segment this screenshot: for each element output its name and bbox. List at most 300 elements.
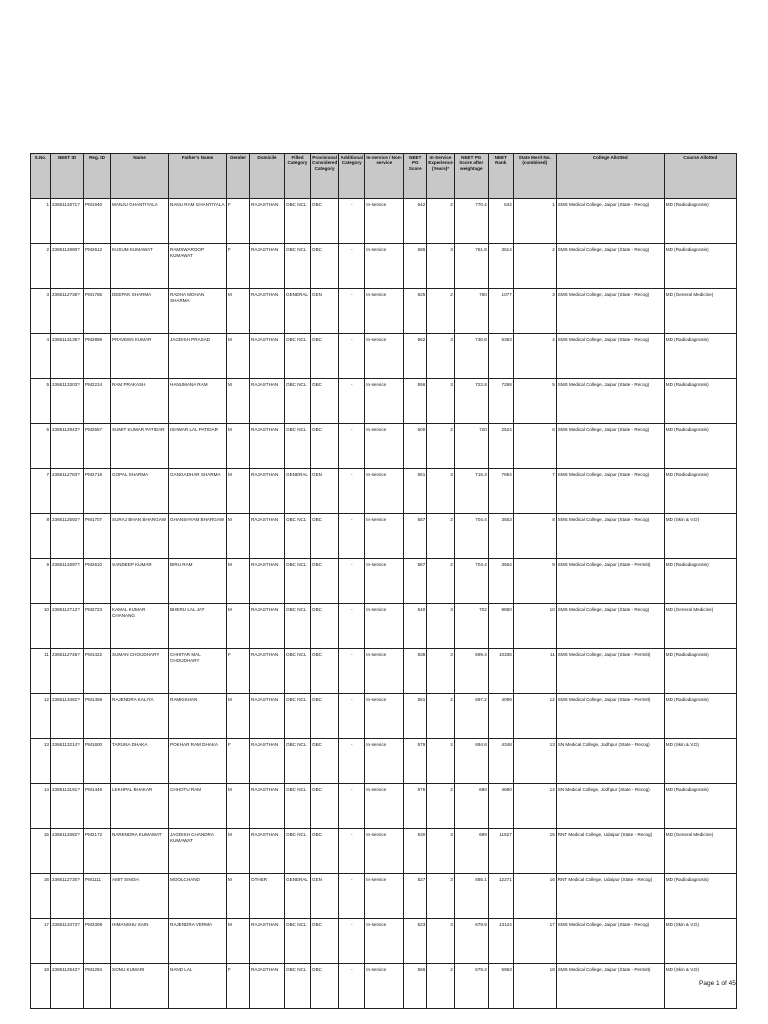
- cell-gender: F: [227, 964, 250, 1009]
- cell-neet-pg-score: 562: [404, 334, 427, 379]
- cell-filled-category: OBC NCL: [285, 334, 311, 379]
- cell-college-allotted: SMS Medical College, Jaipur (State - Recog): [556, 424, 664, 469]
- table-row: [31, 244, 737, 289]
- cell-course-allotted: MD (Radiodiagnosis): [664, 334, 736, 379]
- cell-college-allotted: SMS Medical College, Jaipur (State - Permitt): [556, 964, 664, 1009]
- header-neet-pg-score: NEET PG Score: [404, 154, 427, 199]
- cell-course-allotted: MD (Radiodiagnosis): [664, 469, 736, 514]
- cell-service: In-service: [365, 829, 404, 874]
- cell-neet-rank: 2524: [488, 424, 513, 469]
- cell-reg-id: PM2610: [84, 559, 111, 604]
- cell-domicile: RAJASTHAN: [250, 199, 285, 244]
- cell-filled-category: OBC NCL: [285, 919, 311, 964]
- cell-college-allotted: SMS Medical College, Jaipur (State - Permitt): [556, 694, 664, 739]
- cell-provisional-category: GEN: [311, 289, 339, 334]
- cell-gender: M: [227, 694, 250, 739]
- cell-college-allotted: SMS Medical College, Jaipur (State - Recog): [556, 199, 664, 244]
- table-row: [31, 919, 737, 964]
- cell-domicile: RAJASTHAN: [250, 289, 285, 334]
- cell-course-allotted: MD (Radiodiagnosis): [664, 559, 736, 604]
- cell-additional-category: -: [339, 919, 365, 964]
- cell-neet-rank: 5963: [488, 964, 513, 1009]
- cell-filled-category: OBC NCL: [285, 424, 311, 469]
- cell-neet-pg-score: 600: [404, 424, 427, 469]
- cell-gender: M: [227, 514, 250, 559]
- cell-father-name: GHANSHYAM BHARGAW: [169, 514, 227, 559]
- cell-sno: 15: [31, 829, 51, 874]
- cell-sno: 3: [31, 289, 51, 334]
- cell-reg-id: PM2172: [84, 829, 111, 874]
- cell-provisional-category: GEN: [311, 874, 339, 919]
- cell-domicile: RAJASTHAN: [250, 739, 285, 784]
- cell-neet-pg-score: 551: [404, 469, 427, 514]
- header-state-merit: State Merit No. (combined): [513, 154, 556, 199]
- cell-state-merit: 6: [513, 424, 556, 469]
- cell-service: In-service: [365, 919, 404, 964]
- table-row: [31, 469, 737, 514]
- cell-neet-id: 2366112542?: [51, 964, 84, 1009]
- cell-name: LEKHPAL BHAKAR: [111, 784, 169, 829]
- cell-father-name: NAND LAL: [169, 964, 227, 1009]
- cell-filled-category: GENERAL: [285, 289, 311, 334]
- cell-weighted-score: 716.3: [454, 469, 488, 514]
- cell-provisional-category: OBC: [311, 829, 339, 874]
- cell-reg-id: PM2557: [84, 424, 111, 469]
- cell-neet-pg-score: 625: [404, 289, 427, 334]
- cell-neet-rank: 4099: [488, 694, 513, 739]
- cell-service: In-service: [365, 469, 404, 514]
- cell-state-merit: 9: [513, 559, 556, 604]
- cell-college-allotted: SMS Medical College, Jaipur (State - Recog): [556, 334, 664, 379]
- cell-filled-category: OBC NCL: [285, 559, 311, 604]
- cell-course-allotted: MD (General Medicine): [664, 829, 736, 874]
- cell-neet-rank: 7256: [488, 379, 513, 424]
- cell-service: In-service: [365, 424, 404, 469]
- cell-name: SURAJ BHAN BHARGAW: [111, 514, 169, 559]
- cell-provisional-category: OBC: [311, 604, 339, 649]
- cell-additional-category: -: [339, 289, 365, 334]
- table-row: [31, 514, 737, 559]
- cell-neet-pg-score: 538: [404, 649, 427, 694]
- cell-state-merit: 7: [513, 469, 556, 514]
- cell-name: RAM PRAKASH: [111, 379, 169, 424]
- cell-additional-category: -: [339, 739, 365, 784]
- cell-neet-rank: 4680: [488, 784, 513, 829]
- cell-weighted-score: 694.8: [454, 739, 488, 784]
- cell-sno: 18: [31, 964, 51, 1009]
- cell-neet-id: 2366112783?: [51, 469, 84, 514]
- cell-service: In-service: [365, 964, 404, 1009]
- cell-reg-id: PM1449: [84, 784, 111, 829]
- cell-provisional-category: GEN: [311, 469, 339, 514]
- header-name: Name: [111, 154, 169, 199]
- header-father-name: Father's Name: [169, 154, 227, 199]
- cell-experience: 2: [427, 784, 455, 829]
- cell-father-name: RAJENDRA VERMA: [169, 919, 227, 964]
- cell-provisional-category: OBC: [311, 379, 339, 424]
- cell-sno: 8: [31, 514, 51, 559]
- cell-additional-category: -: [339, 964, 365, 1009]
- cell-service: In-service: [365, 604, 404, 649]
- header-weighted-score: NEET PG Score after weightage: [454, 154, 488, 199]
- cell-name: KUSUM KUMAWAT: [111, 244, 169, 289]
- cell-provisional-category: OBC: [311, 739, 339, 784]
- cell-additional-category: -: [339, 199, 365, 244]
- cell-domicile: RAJASTHAN: [250, 379, 285, 424]
- cell-gender: F: [227, 244, 250, 289]
- cell-father-name: CHHOTU RAM: [169, 784, 227, 829]
- table-row: [31, 694, 737, 739]
- cell-name: GOPAL SHARMA: [111, 469, 169, 514]
- cell-experience: 2: [427, 694, 455, 739]
- cell-father-name: RADHA MOHAN SHARMA: [169, 289, 227, 334]
- cell-sno: 16: [31, 874, 51, 919]
- header-sno: S.No.: [31, 154, 51, 199]
- cell-name: PRAVEEN KUMAR: [111, 334, 169, 379]
- cell-provisional-category: OBC: [311, 424, 339, 469]
- cell-provisional-category: OBC: [311, 244, 339, 289]
- cell-experience: 3: [427, 469, 455, 514]
- cell-sno: 9: [31, 559, 51, 604]
- cell-service: In-service: [365, 739, 404, 784]
- cell-filled-category: OBC NCL: [285, 784, 311, 829]
- cell-provisional-category: OBC: [311, 334, 339, 379]
- header-experience: In-Service Experience (Years)*: [427, 154, 455, 199]
- cell-reg-id: PM2899: [84, 334, 111, 379]
- header-reg-id: Reg. ID: [84, 154, 111, 199]
- cell-name: SONU KUMARI: [111, 964, 169, 1009]
- cell-experience: 3: [427, 334, 455, 379]
- cell-service: In-service: [365, 874, 404, 919]
- cell-father-name: HANUMANA RAM: [169, 379, 227, 424]
- cell-neet-rank: 542: [488, 199, 513, 244]
- cell-state-merit: 13: [513, 739, 556, 784]
- cell-domicile: RAJASTHAN: [250, 514, 285, 559]
- cell-name: AMIT SINGH: [111, 874, 169, 919]
- cell-provisional-category: OBC: [311, 784, 339, 829]
- cell-neet-rank: 3614: [488, 244, 513, 289]
- cell-weighted-score: 690: [454, 784, 488, 829]
- cell-gender: F: [227, 199, 250, 244]
- cell-weighted-score: 689: [454, 829, 488, 874]
- cell-neet-id: 2366113136?: [51, 334, 84, 379]
- cell-father-name: ISHWAR LAL PATIDAR: [169, 424, 227, 469]
- cell-college-allotted: SN Medical College, Jodhpur (State - Recog): [556, 784, 664, 829]
- cell-experience: 2: [427, 559, 455, 604]
- cell-service: In-service: [365, 784, 404, 829]
- cell-weighted-score: 702: [454, 604, 488, 649]
- table-row: [31, 829, 737, 874]
- cell-experience: 3: [427, 244, 455, 289]
- table-body: [31, 199, 737, 1009]
- cell-weighted-score: 704.4: [454, 559, 488, 604]
- cell-college-allotted: SMS Medical College, Jaipur (State - Recog): [556, 379, 664, 424]
- cell-course-allotted: MD (General Medicine): [664, 289, 736, 334]
- cell-domicile: RAJASTHAN: [250, 559, 285, 604]
- cell-neet-rank: 12271: [488, 874, 513, 919]
- cell-state-merit: 5: [513, 379, 556, 424]
- cell-neet-pg-score: 587: [404, 514, 427, 559]
- cell-neet-id: 2366112671?: [51, 199, 84, 244]
- cell-neet-rank: 1077: [488, 289, 513, 334]
- cell-course-allotted: MD (Skin & V.D): [664, 964, 736, 1009]
- cell-service: In-service: [365, 199, 404, 244]
- cell-provisional-category: OBC: [311, 514, 339, 559]
- cell-gender: M: [227, 874, 250, 919]
- table-header: [31, 154, 737, 199]
- cell-filled-category: OBC NCL: [285, 244, 311, 289]
- cell-state-merit: 8: [513, 514, 556, 559]
- table-row: [31, 379, 737, 424]
- cell-neet-id: 2366112682?: [51, 829, 84, 874]
- table-row: [31, 784, 737, 829]
- cell-domicile: OTHER: [250, 874, 285, 919]
- cell-sno: 10: [31, 604, 51, 649]
- cell-experience: 2: [427, 739, 455, 784]
- cell-experience: 3: [427, 919, 455, 964]
- cell-neet-id: 2366113462?: [51, 694, 84, 739]
- cell-name: SANDEEP KUMAR: [111, 559, 169, 604]
- cell-neet-pg-score: 642: [404, 199, 427, 244]
- cell-neet-id: 2366113303?: [51, 379, 84, 424]
- header-neet-id: NEET ID: [51, 154, 84, 199]
- merit-list-table: [30, 153, 737, 1009]
- cell-neet-rank: 3564: [488, 559, 513, 604]
- cell-neet-id: 2366113191?: [51, 784, 84, 829]
- header-provisional-category: Provisional Considered Category: [311, 154, 339, 199]
- cell-reg-id: PM2214: [84, 379, 111, 424]
- cell-reg-id: PM2612: [84, 244, 111, 289]
- cell-college-allotted: SMS Medical College, Jaipur (State - Recog): [556, 244, 664, 289]
- cell-state-merit: 17: [513, 919, 556, 964]
- cell-sno: 6: [31, 424, 51, 469]
- cell-reg-id: PM1600: [84, 739, 111, 784]
- cell-provisional-category: OBC: [311, 649, 339, 694]
- cell-filled-category: OBC NCL: [285, 694, 311, 739]
- cell-additional-category: -: [339, 829, 365, 874]
- cell-domicile: RAJASTHAN: [250, 469, 285, 514]
- cell-state-merit: 15: [513, 829, 556, 874]
- cell-neet-pg-score: 556: [404, 379, 427, 424]
- page-number: Page 1 of 45: [699, 980, 736, 987]
- cell-name: TARUNA DHAKA: [111, 739, 169, 784]
- cell-course-allotted: MD (Skin & V.D): [664, 919, 736, 964]
- cell-neet-pg-score: 540: [404, 604, 427, 649]
- cell-additional-category: -: [339, 244, 365, 289]
- cell-reg-id: PM1111: [84, 874, 111, 919]
- cell-sno: 12: [31, 694, 51, 739]
- cell-experience: 3: [427, 874, 455, 919]
- cell-experience: 2: [427, 289, 455, 334]
- cell-filled-category: GENERAL: [285, 874, 311, 919]
- cell-neet-pg-score: 566: [404, 964, 427, 1009]
- table-row: [31, 649, 737, 694]
- table-row: [31, 199, 737, 244]
- cell-weighted-score: 699.4: [454, 649, 488, 694]
- cell-service: In-service: [365, 334, 404, 379]
- cell-provisional-category: OBC: [311, 199, 339, 244]
- cell-provisional-category: OBC: [311, 919, 339, 964]
- cell-weighted-score: 679.2: [454, 964, 488, 1009]
- cell-filled-category: OBC NCL: [285, 649, 311, 694]
- table-row: [31, 559, 737, 604]
- cell-neet-id: 2366112943?: [51, 424, 84, 469]
- cell-state-merit: 14: [513, 784, 556, 829]
- cell-name: MANJU GHANTIYALA: [111, 199, 169, 244]
- cell-filled-category: GENERAL: [285, 469, 311, 514]
- cell-additional-category: -: [339, 784, 365, 829]
- cell-sno: 1: [31, 199, 51, 244]
- cell-additional-category: -: [339, 514, 365, 559]
- cell-gender: M: [227, 559, 250, 604]
- cell-neet-id: 2366112730?: [51, 874, 84, 919]
- cell-sno: 11: [31, 649, 51, 694]
- cell-father-name: CHHITAR MAL CHOUDHARY: [169, 649, 227, 694]
- cell-course-allotted: MD (Skin & V.D): [664, 514, 736, 559]
- cell-reg-id: PM1422: [84, 649, 111, 694]
- cell-course-allotted: MD (Radiodiagnosis): [664, 649, 736, 694]
- cell-service: In-service: [365, 289, 404, 334]
- cell-state-merit: 4: [513, 334, 556, 379]
- cell-gender: F: [227, 739, 250, 784]
- cell-gender: M: [227, 469, 250, 514]
- cell-father-name: BHERU LAL JAT: [169, 604, 227, 649]
- cell-college-allotted: SMS Medical College, Jaipur (State - Recog): [556, 289, 664, 334]
- header-college-allotted: College Allotted: [556, 154, 664, 199]
- cell-additional-category: -: [339, 604, 365, 649]
- cell-father-name: JAGDISH CHANDRA KUMAWAT: [169, 829, 227, 874]
- cell-neet-pg-score: 586: [404, 244, 427, 289]
- cell-college-allotted: SMS Medical College, Jaipur (State - Permitt): [556, 649, 664, 694]
- cell-course-allotted: MD (Radiodiagnosis): [664, 199, 736, 244]
- cell-sno: 2: [31, 244, 51, 289]
- table-row: [31, 424, 737, 469]
- cell-domicile: RAJASTHAN: [250, 649, 285, 694]
- cell-course-allotted: MD (Skin & V.D): [664, 739, 736, 784]
- table-row: [31, 334, 737, 379]
- cell-sno: 7: [31, 469, 51, 514]
- header-service: In-service / Non-service: [365, 154, 404, 199]
- cell-college-allotted: SMS Medical College, Jaipur (State - Recog): [556, 469, 664, 514]
- cell-college-allotted: RNT Medical College, Udaipur (State - Recog): [556, 829, 664, 874]
- cell-neet-rank: 6393: [488, 334, 513, 379]
- cell-experience: 3: [427, 649, 455, 694]
- cell-additional-category: -: [339, 469, 365, 514]
- table-row: [31, 604, 737, 649]
- cell-experience: 3: [427, 604, 455, 649]
- cell-course-allotted: MD (Radiodiagnosis): [664, 379, 736, 424]
- cell-neet-pg-score: 527: [404, 874, 427, 919]
- cell-filled-category: OBC NCL: [285, 514, 311, 559]
- cell-course-allotted: MD (Radiodiagnosis): [664, 244, 736, 289]
- cell-state-merit: 16: [513, 874, 556, 919]
- cell-course-allotted: MD (Radiodiagnosis): [664, 424, 736, 469]
- cell-neet-id: 2366112712?: [51, 604, 84, 649]
- cell-neet-id: 2366112738?: [51, 289, 84, 334]
- cell-reg-id: PM1294: [84, 964, 111, 1009]
- cell-sno: 5: [31, 379, 51, 424]
- cell-weighted-score: 720: [454, 424, 488, 469]
- cell-domicile: RAJASTHAN: [250, 784, 285, 829]
- cell-neet-rank: 4348: [488, 739, 513, 784]
- cell-name: NARENDRA KUMAWAT: [111, 829, 169, 874]
- table-row: [31, 874, 737, 919]
- cell-domicile: RAJASTHAN: [250, 424, 285, 469]
- cell-weighted-score: 750: [454, 289, 488, 334]
- cell-sno: 13: [31, 739, 51, 784]
- table-row: [31, 964, 737, 1009]
- cell-state-merit: 3: [513, 289, 556, 334]
- cell-reg-id: PM2723: [84, 604, 111, 649]
- cell-state-merit: 12: [513, 694, 556, 739]
- cell-state-merit: 11: [513, 649, 556, 694]
- cell-name: SUMAN CHOUDHARY: [111, 649, 169, 694]
- cell-service: In-service: [365, 649, 404, 694]
- header-course-allotted: Course Allotted: [664, 154, 736, 199]
- cell-neet-pg-score: 575: [404, 784, 427, 829]
- cell-father-name: RAMKISHAN: [169, 694, 227, 739]
- cell-domicile: RAJASTHAN: [250, 829, 285, 874]
- cell-domicile: RAJASTHAN: [250, 334, 285, 379]
- cell-state-merit: 18: [513, 964, 556, 1009]
- cell-neet-rank: 9850: [488, 604, 513, 649]
- cell-filled-category: OBC NCL: [285, 829, 311, 874]
- cell-course-allotted: MD (Radiodiagnosis): [664, 694, 736, 739]
- cell-gender: M: [227, 784, 250, 829]
- cell-neet-id: 2366113214?: [51, 739, 84, 784]
- cell-filled-category: OBC NCL: [285, 199, 311, 244]
- cell-neet-id: 2366112746?: [51, 649, 84, 694]
- cell-gender: M: [227, 424, 250, 469]
- cell-neet-pg-score: 579: [404, 739, 427, 784]
- cell-father-name: GANGADHAR SHARMA: [169, 469, 227, 514]
- cell-filled-category: OBC NCL: [285, 604, 311, 649]
- cell-experience: 2: [427, 424, 455, 469]
- cell-name: RAJENDRA KALIYA: [111, 694, 169, 739]
- cell-course-allotted: MD (Radiodiagnosis): [664, 784, 736, 829]
- cell-neet-pg-score: 581: [404, 694, 427, 739]
- cell-provisional-category: OBC: [311, 694, 339, 739]
- cell-neet-pg-score: 523: [404, 919, 427, 964]
- cell-neet-pg-score: 530: [404, 829, 427, 874]
- cell-neet-id: 2366113473?: [51, 919, 84, 964]
- cell-additional-category: -: [339, 424, 365, 469]
- header-additional-category: Additional Category: [339, 154, 365, 199]
- cell-filled-category: OBC NCL: [285, 964, 311, 1009]
- cell-neet-rank: 13124: [488, 919, 513, 964]
- cell-sno: 4: [31, 334, 51, 379]
- cell-college-allotted: SMS Medical College, Jaipur (State - Permitt): [556, 559, 664, 604]
- cell-weighted-score: 730.6: [454, 334, 488, 379]
- cell-filled-category: OBC NCL: [285, 379, 311, 424]
- cell-father-name: JAGDISH PRASAD: [169, 334, 227, 379]
- cell-weighted-score: 722.8: [454, 379, 488, 424]
- cell-additional-category: -: [339, 379, 365, 424]
- header-filled-category: Filled Category: [285, 154, 311, 199]
- cell-neet-rank: 3563: [488, 514, 513, 559]
- table-row: [31, 739, 737, 784]
- cell-additional-category: -: [339, 649, 365, 694]
- cell-college-allotted: SN Medical College, Jodhpur (State - Recog): [556, 739, 664, 784]
- cell-domicile: RAJASTHAN: [250, 964, 285, 1009]
- cell-course-allotted: MD (General Medicine): [664, 604, 736, 649]
- cell-sno: 17: [31, 919, 51, 964]
- cell-service: In-service: [365, 559, 404, 604]
- cell-provisional-category: OBC: [311, 559, 339, 604]
- cell-weighted-score: 761.8: [454, 244, 488, 289]
- cell-neet-id: 2366112592?: [51, 514, 84, 559]
- table-row: [31, 289, 737, 334]
